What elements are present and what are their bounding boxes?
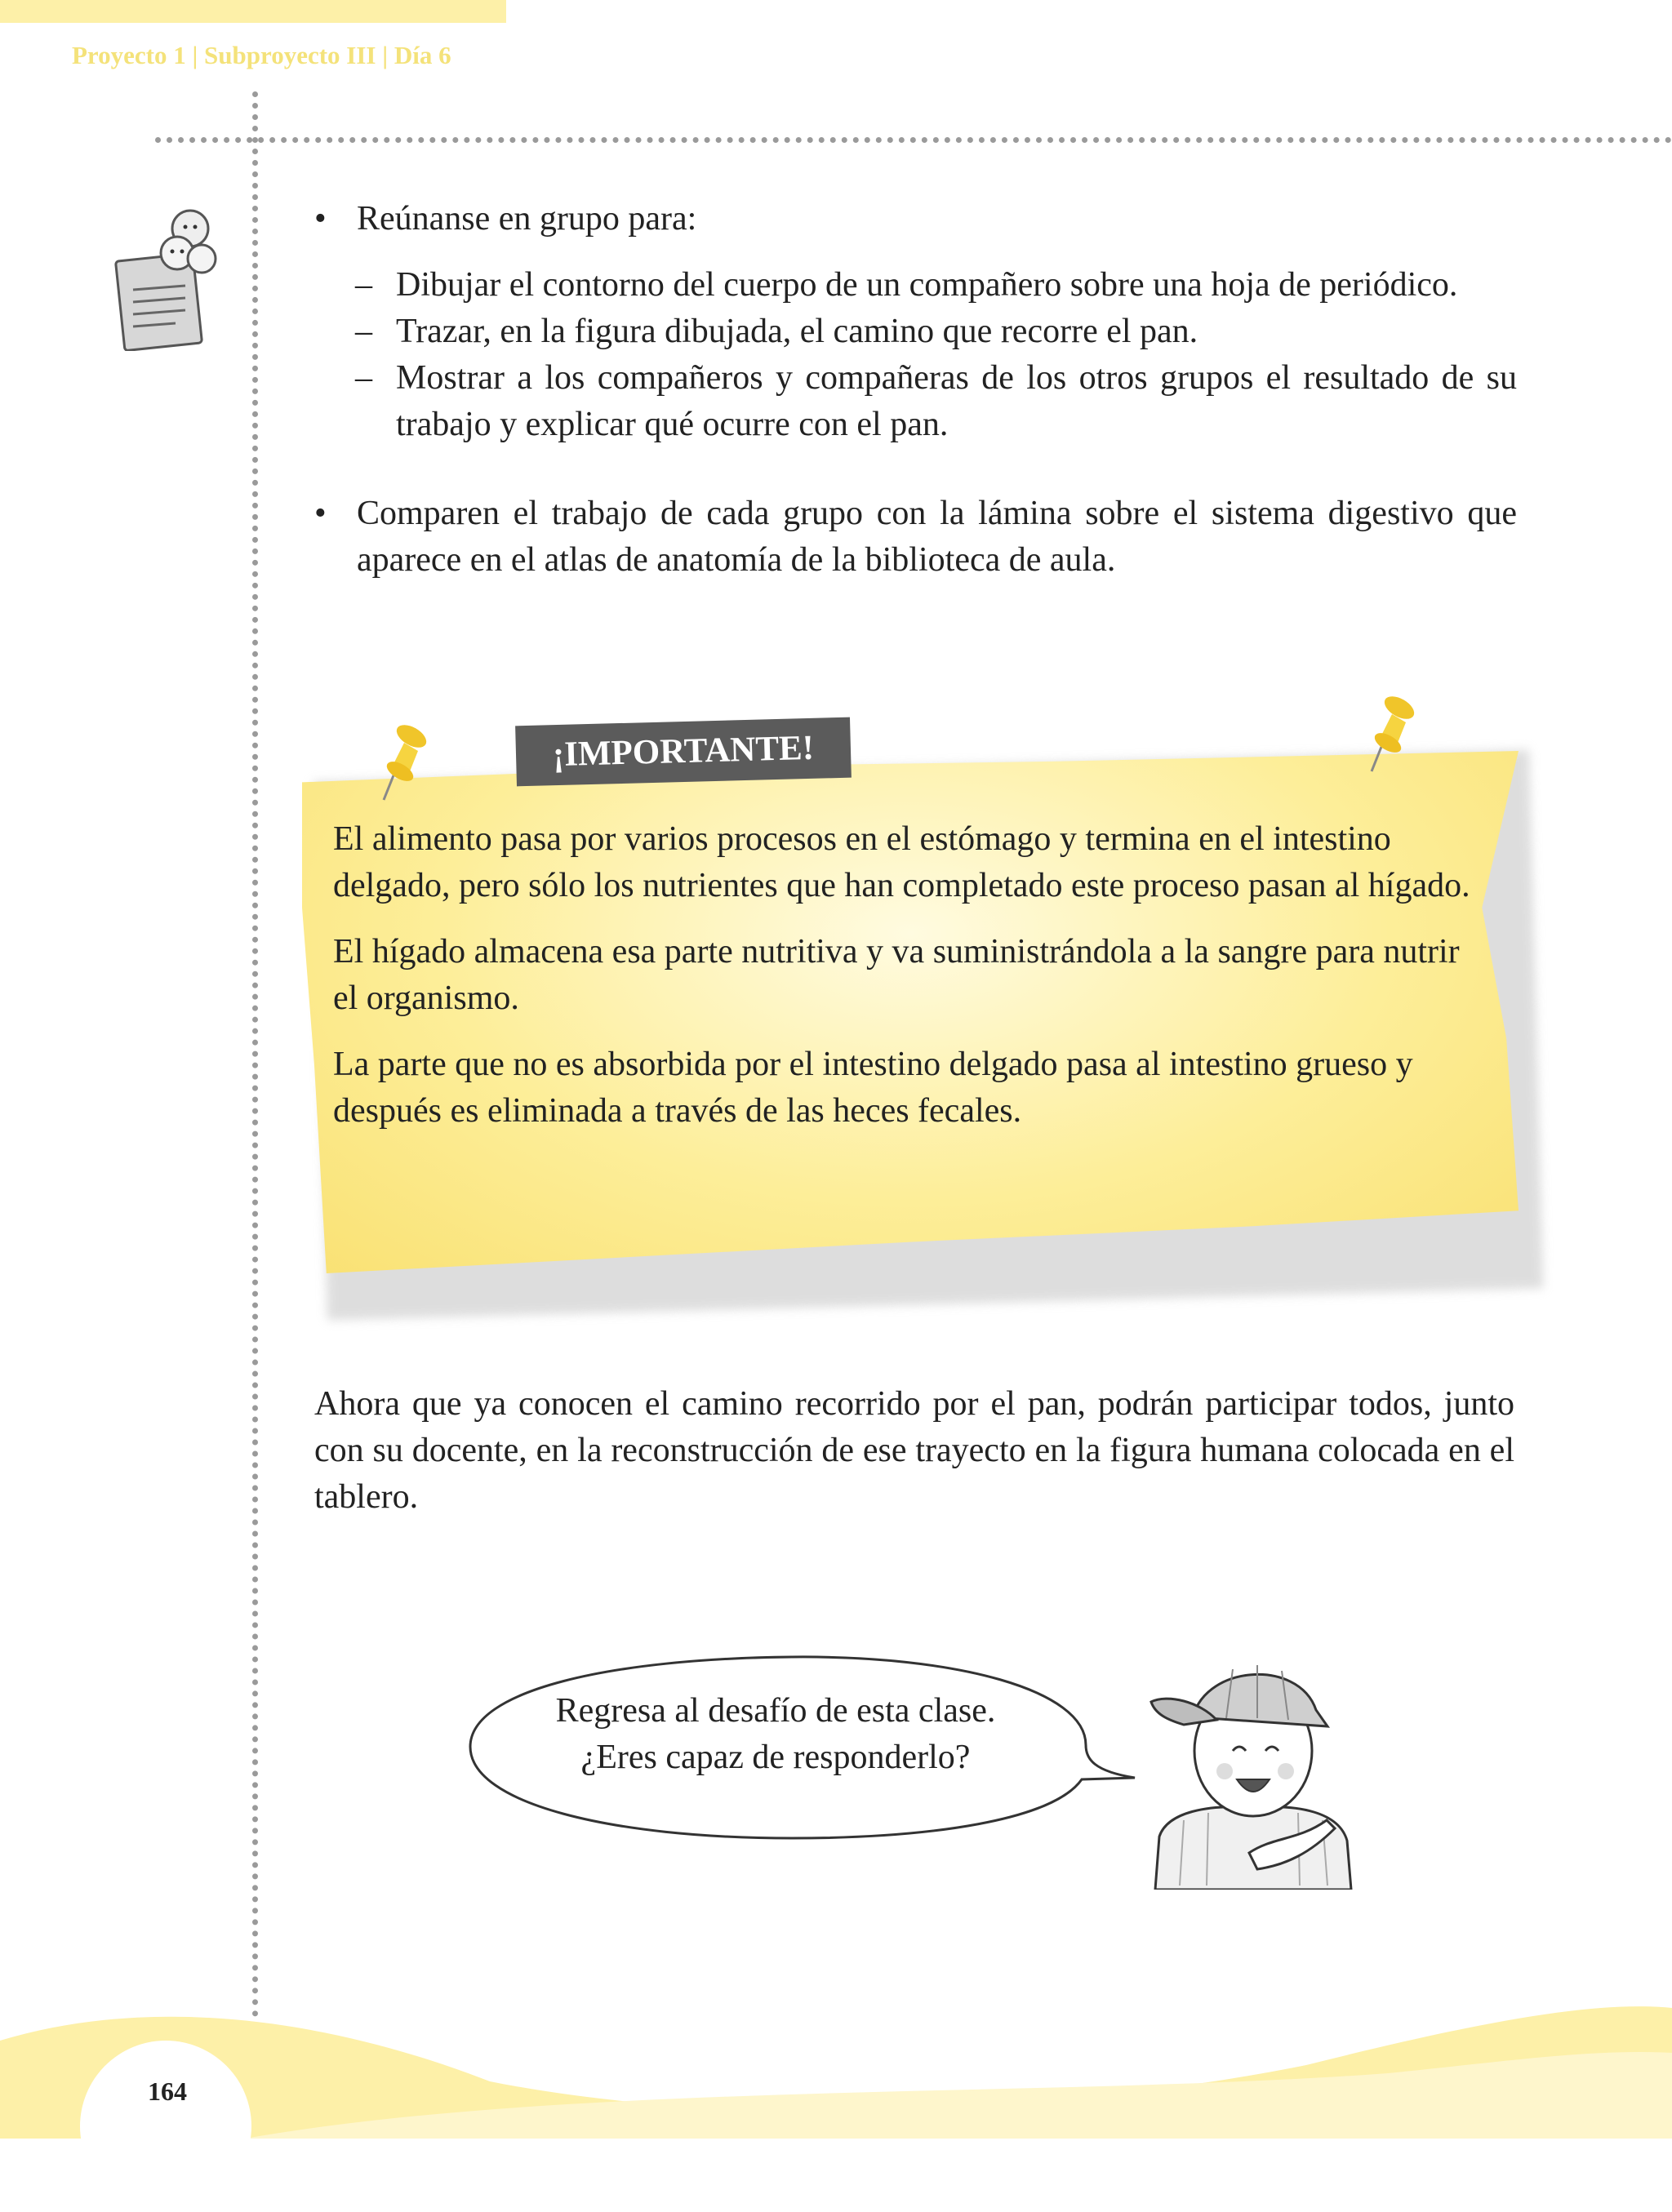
bullet-icon: • — [314, 200, 327, 238]
subitem-text: Mostrar a los compañeros y compañeras de los otros grupos el resultado de su trabajo y explicar qué ocurre con el pan. — [396, 359, 1517, 443]
page-number: 164 — [148, 2077, 187, 2106]
list-item — [314, 491, 1517, 584]
list-item — [314, 355, 1517, 448]
kid-with-cap-illustration — [1135, 1645, 1372, 1890]
pushpin-icon — [1363, 690, 1429, 780]
group-list-icon — [110, 208, 220, 351]
bullet-text: Reúnanse en grupo para: — [357, 200, 697, 238]
note-paragraph: La parte que no es absorbida por el intestino delgado pasa al intestino grueso y después es eliminada a través de las heces fecales. — [333, 1046, 1413, 1130]
margin-dotted-line — [252, 91, 258, 2018]
speech-text — [465, 1688, 1086, 1781]
breadcrumb: Proyecto 1 | Subproyecto III | Día 6 — [72, 41, 451, 69]
speech-line: Regresa al desafío de esta clase. — [555, 1692, 996, 1730]
list-item — [314, 309, 1517, 355]
subitem-text: Trazar, en la figura dibujada, el camino que recorre el pan. — [396, 313, 1198, 350]
dash-icon: – — [355, 313, 372, 350]
note-paragraph: El alimento pasa por varios procesos en el estómago y termina en el intestino delgado, pero sólo los nutrientes que han completado este proceso pasan al hígado. — [333, 820, 1470, 904]
important-note — [294, 718, 1535, 1314]
list-item — [314, 196, 1517, 242]
pushpin-icon — [376, 718, 441, 808]
list-item — [314, 262, 1517, 309]
bullet-icon: • — [314, 495, 327, 532]
header-bar — [0, 0, 506, 23]
dash-icon: – — [355, 359, 372, 397]
bullet-text: Comparen el trabajo de cada grupo con la lámina sobre el sistema digestivo que aparece en el atlas de anatomía de la biblioteca de aula. — [357, 495, 1517, 579]
note-body — [333, 816, 1476, 1154]
page-number-circle — [80, 2041, 251, 2212]
important-tag: ¡IMPORTANTE! — [515, 717, 852, 787]
top-dotted-line — [155, 137, 1672, 143]
activity-list — [314, 196, 1517, 584]
subitem-text: Dibujar el contorno del cuerpo de un compañero sobre una hoja de periódico. — [396, 266, 1458, 304]
dash-icon: – — [355, 266, 372, 304]
speech-line: ¿Eres capaz de responderlo? — [580, 1739, 971, 1776]
note-paragraph: El hígado almacena esa parte nutritiva y va suministrándola a la sangre para nutrir el organismo. — [333, 933, 1460, 1017]
closing-paragraph: Ahora que ya conocen el camino recorrido por el pan, podrán participar todos, junto con su docente, en la reconstrucción de ese trayecto en la figura humana colocada en el tablero. — [314, 1385, 1514, 1516]
